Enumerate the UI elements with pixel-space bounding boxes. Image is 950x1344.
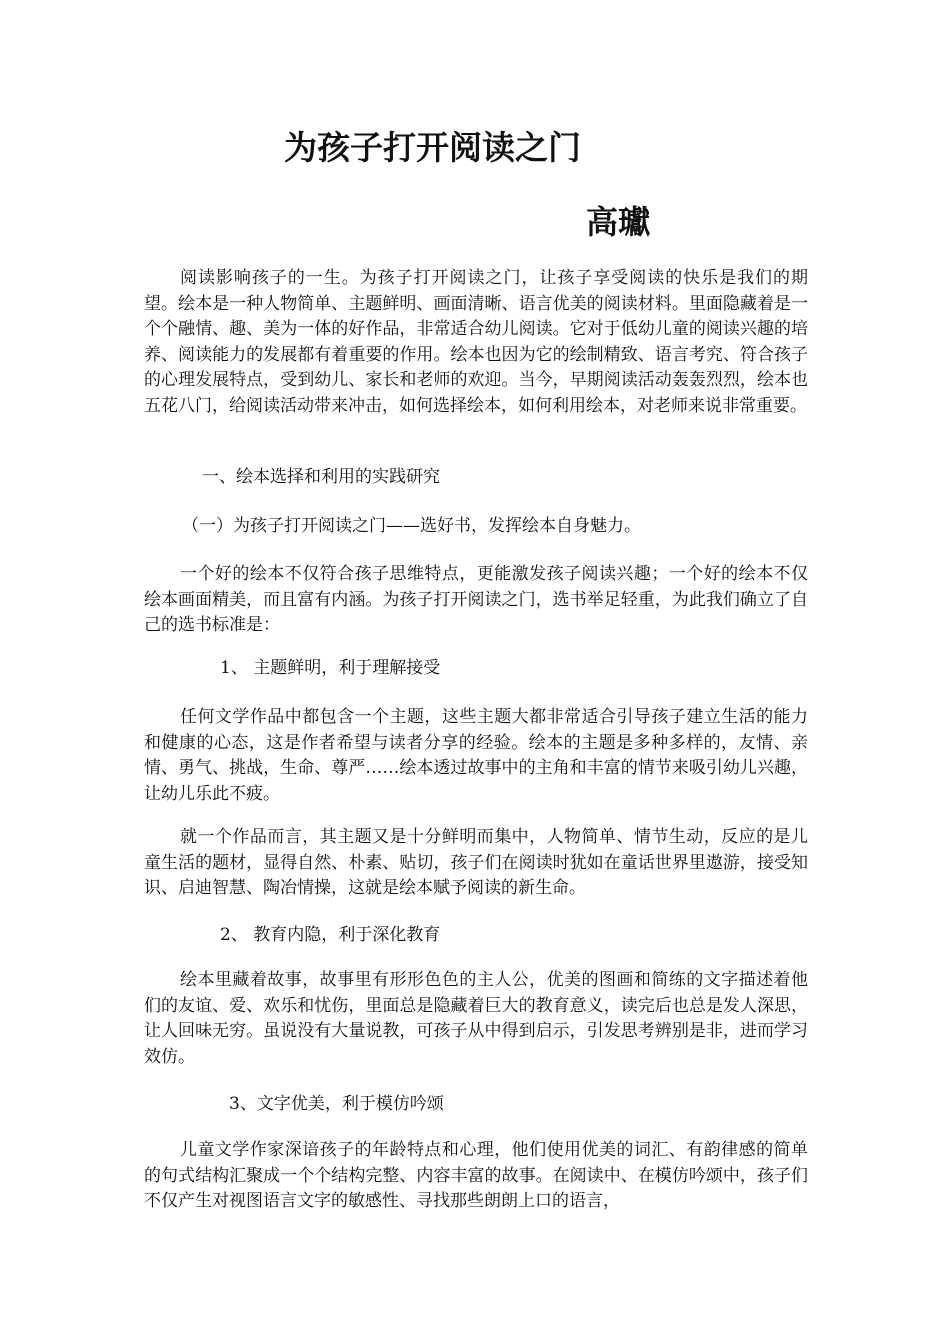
section-heading-1: 一、绘本选择和利用的实践研究 [202,467,440,487]
document-title: 为孩子打开阅读之门 [284,128,581,167]
criterion-heading-2: 2、 教育内隐，利于深化教育 [220,925,441,945]
criteria-intro-paragraph: 一个好的绘本不仅符合孩子思维特点，更能激发孩子阅读兴趣；一个好的绘本不仅绘本画面精美，而且富有内涵。为孩子打开阅读之门，选书举足轻重，为此我们确立了自己的选书标准是： [144,564,808,635]
theme-paragraph-1: 任何文学作品中都包含一个主题，这些主题大都非常适合引导孩子建立生活的能力和健康的心态，这是作者希望与读者分享的经验。绘本的主题是多种多样的，友情、亲情、勇气、挑战，生命、尊严……绘本透过故事中的主角和丰富的情节来吸引幼儿兴趣，让幼儿乐此不疲。 [144,707,808,804]
theme-paragraph-2: 就一个作品而言，其主题又是十分鲜明而集中，人物简单、情节生动，反应的是儿童生活的题材，显得自然、朴素、贴切，孩子们在阅读时犹如在童话世界里遨游，接受知识、启迪智慧、陶冶情操，这就是绘本赋予阅读的新生命。 [144,827,808,898]
document-author: 高瓛 [586,203,651,241]
education-paragraph: 绘本里藏着故事，故事里有形形色色的主人公，优美的图画和简练的文字描述着他们的友谊、爱、欢乐和忧伤，里面总是隐藏着巨大的教育意义，读完后也总是发人深思，让人回味无穷。虽说没有大量说教，可孩子从中得到启示，引发思考辨别是非，进而学习效仿。 [144,970,808,1067]
criterion-heading-1: 1、 主题鲜明，利于理解接受 [220,658,441,678]
criterion-heading-3: 3、文字优美，利于模仿吟颂 [229,1094,444,1114]
intro-paragraph: 阅读影响孩子的一生。为孩子打开阅读之门，让孩子享受阅读的快乐是我们的期望。绘本是一种人物简单、主题鲜明、画面清晰、语言优美的阅读材料。里面隐藏着是一个个融情、趣、美为一体的好作品，非常适合幼儿阅读。它对于低幼儿童的阅读兴趣的培养、阅读能力的发展都有着重要的作用。绘本也因为它的绘制精致、语言考究、符合孩子的心理发展特点，受到幼儿、家长和老师的欢迎。当今，早期阅读活动轰轰烈烈，绘本也五花八门，给阅读活动带来冲击，如何选择绘本，如何利用绘本，对老师来说非常重要。 [144,268,808,416]
language-paragraph: 儿童文学作家深谙孩子的年龄特点和心理，他们使用优美的词汇、有韵律感的简单的句式结构汇聚成一个个结构完整、内容丰富的故事。在阅读中、在模仿吟颂中，孩子们不仅产生对视图语言文字的敏感性、寻找那些朗朗上口的语言， [144,1140,808,1211]
subsection-heading-1: （一）为孩子打开阅读之门——选好书，发挥绘本自身魅力。 [182,516,641,536]
